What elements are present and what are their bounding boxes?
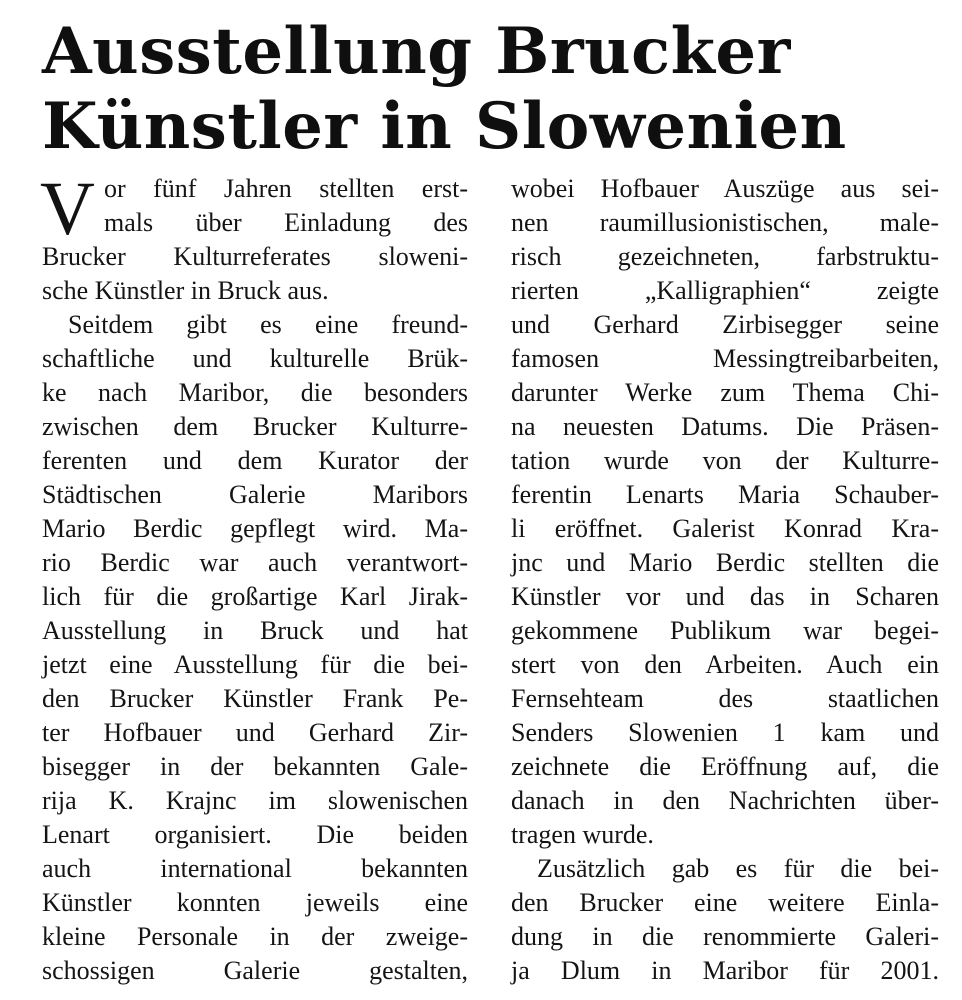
text-line: Künstler konnten jeweils eine — [42, 888, 468, 917]
article-column-right — [511, 172, 939, 988]
text-line: kleine Personale in der zweige- — [42, 922, 468, 951]
text-line: jetzt eine Ausstellung für die bei- — [42, 650, 468, 679]
text-line: Seitdem gibt es eine freund- — [68, 310, 468, 339]
text-line: stert von den Arbeiten. Auch ein — [511, 650, 939, 679]
text-line: Fernsehteam des staatlichen — [511, 684, 939, 713]
text-line: jnc und Mario Berdic stellten die — [511, 548, 939, 577]
text-line: bisegger in der bekannten Gale- — [42, 752, 468, 781]
text-line: den Brucker Künstler Frank Pe- — [42, 684, 468, 713]
text-line: rio Berdic war auch verantwort- — [42, 548, 468, 577]
text-line: ferentin Lenarts Maria Schauber- — [511, 480, 939, 509]
text-line: zwischen dem Brucker Kulturre- — [42, 412, 468, 441]
text-line: risch gezeichneten, farbstruktu- — [511, 242, 939, 271]
text-line: ke nach Maribor, die besonders — [42, 378, 468, 407]
text-line: Zusätzlich gab es für die bei- — [537, 854, 939, 883]
text-line: darunter Werke zum Thema Chi- — [511, 378, 939, 407]
text-line: zeichnete die Eröffnung auf, die — [511, 752, 939, 781]
text-line: rija K. Krajnc im slowenischen — [42, 786, 468, 815]
text-line: Mario Berdic gepflegt wird. Ma- — [42, 514, 468, 543]
text-line: danach in den Nachrichten über- — [511, 786, 939, 815]
text-line: Künstler vor und das in Scharen — [511, 582, 939, 611]
text-line: Lenart organisiert. Die beiden — [42, 820, 468, 849]
text-line: sche Künstler in Bruck aus. — [42, 276, 329, 305]
text-line: und Gerhard Zirbisegger seine — [511, 310, 939, 339]
headline-line-2: Künstler in Slowenien — [42, 89, 847, 164]
text-line: nen raumillusionistischen, male- — [511, 208, 939, 237]
text-line: tation wurde von der Kulturre- — [511, 446, 939, 475]
text-line: dung in die renommierte Galeri- — [511, 922, 939, 951]
text-line: or fünf Jahren stellten erst- — [104, 174, 468, 203]
text-line: famosen Messingtreibarbeiten, — [511, 344, 939, 373]
text-line: ja Dlum in Maribor für 2001. — [511, 956, 939, 985]
text-line: gekommene Publikum war begei- — [511, 616, 939, 645]
text-line: ter Hofbauer und Gerhard Zir- — [42, 718, 468, 747]
text-line: schaftliche und kulturelle Brük- — [42, 344, 468, 373]
article-headline — [42, 14, 942, 164]
headline-line-1: Ausstellung Brucker — [42, 14, 791, 89]
text-line: Städtischen Galerie Maribors — [42, 480, 468, 509]
article-column-left — [40, 167, 468, 988]
text-line: lich für die großartige Karl Jirak- — [42, 582, 468, 611]
text-line: tragen wurde. — [511, 820, 654, 849]
text-line: wobei Hofbauer Auszüge aus sei- — [511, 174, 939, 203]
text-line: den Brucker eine weitere Einla- — [511, 888, 939, 917]
text-line: na neuesten Datums. Die Präsen- — [511, 412, 939, 441]
text-line: Senders Slowenien 1 kam und — [511, 718, 939, 747]
text-line: ferenten und dem Kurator der — [42, 446, 468, 475]
text-line: mals über Einladung des — [104, 208, 468, 237]
text-line: Ausstellung in Bruck und hat — [42, 616, 468, 645]
text-line: li eröffnet. Galerist Konrad Kra- — [511, 514, 939, 543]
text-line: Brucker Kulturreferates sloweni- — [42, 242, 468, 271]
text-line: auch international bekannten — [42, 854, 468, 883]
text-line: schossigen Galerie gestalten, — [42, 956, 468, 985]
drop-cap: V — [40, 167, 95, 251]
text-line: rierten „Kalligraphien“ zeigte — [511, 276, 939, 305]
